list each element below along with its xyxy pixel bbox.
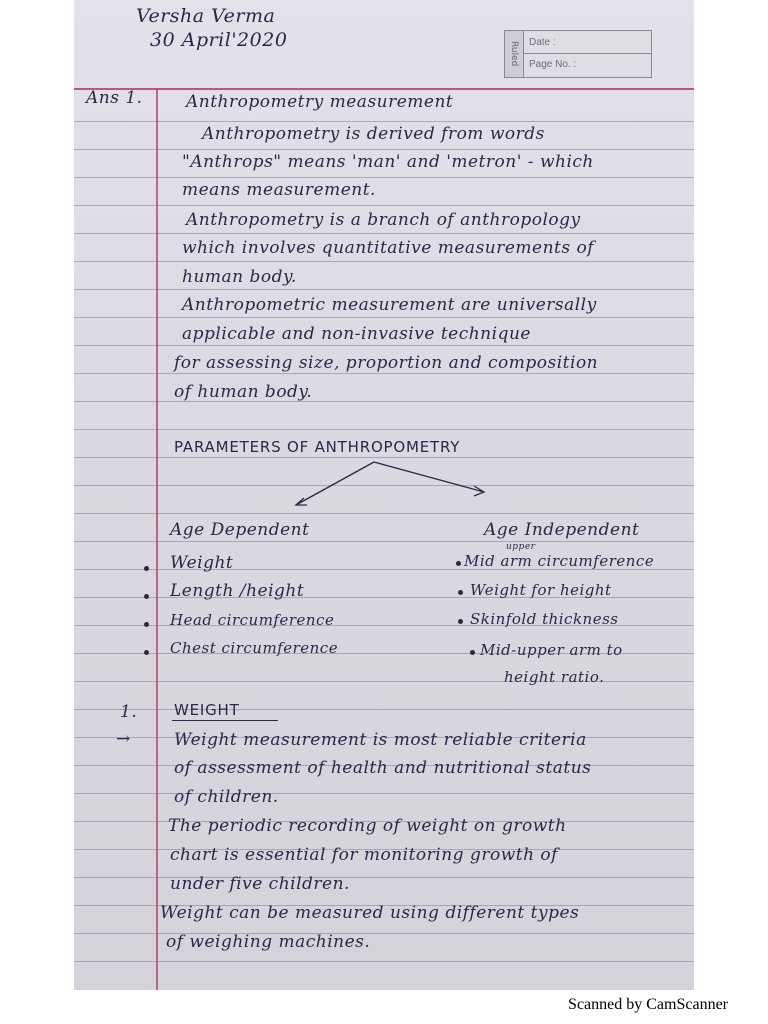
bullet-icon xyxy=(458,590,463,595)
age-dependent-item: Length /height xyxy=(170,581,305,601)
weight-heading: WEIGHT xyxy=(174,701,240,719)
section-number: 1. xyxy=(120,702,138,722)
age-dependent-item: Chest circumference xyxy=(170,639,339,657)
age-dependent-item: Head circumference xyxy=(170,611,335,629)
answer-line: human body. xyxy=(182,267,297,287)
weight-line: of weighing machines. xyxy=(166,932,371,952)
weight-line: of children. xyxy=(174,787,279,807)
answer-title: Anthropometry measurement xyxy=(186,92,454,112)
bullet-icon xyxy=(458,619,463,624)
answer-line: applicable and non-invasive technique xyxy=(182,324,531,344)
weight-heading-underline xyxy=(172,720,278,721)
weight-line: of assessment of health and nutritional status xyxy=(174,758,592,778)
bullet-icon xyxy=(144,650,149,655)
parameters-heading: PARAMETERS OF ANTHROPOMETRY xyxy=(174,438,461,456)
author-name: Versha Verma xyxy=(136,5,276,27)
answer-line: means measurement. xyxy=(182,180,376,200)
weight-line: under five children. xyxy=(170,874,350,894)
age-dependent-item: Weight xyxy=(170,553,234,573)
bullet-icon xyxy=(144,566,149,571)
age-independent-title: Age Independent xyxy=(484,520,640,540)
notebook-logo: Ruled xyxy=(505,31,524,77)
answer-line: which involves quantitative measurements of xyxy=(182,238,595,258)
weight-line: Weight measurement is most reliable criteria xyxy=(174,730,587,750)
bullet-icon xyxy=(144,594,149,599)
age-independent-item: height ratio. xyxy=(504,668,605,686)
answer-line: Anthropometry is a branch of anthropology xyxy=(186,210,581,230)
bullet-icon xyxy=(456,561,461,566)
note-date: 30 April'2020 xyxy=(150,29,288,51)
scanner-watermark: Scanned by CamScanner xyxy=(568,996,728,1013)
bullet-icon xyxy=(470,650,475,655)
stamp-page-label: Page No. : xyxy=(529,59,577,70)
answer-line: "Anthrops" means 'man' and 'metron' - which xyxy=(182,152,594,172)
branch-arrows xyxy=(74,0,694,990)
insertion-note: upper xyxy=(506,542,536,552)
age-dependent-title: Age Dependent xyxy=(170,520,310,540)
answer-line: Anthropometry is derived from words xyxy=(202,124,545,144)
weight-line: Weight can be measured using different types xyxy=(160,903,580,923)
notebook-page xyxy=(74,0,694,990)
weight-line: The periodic recording of weight on growth xyxy=(168,816,567,836)
answer-label: Ans 1. xyxy=(86,88,143,108)
bullet-icon xyxy=(144,622,149,627)
age-independent-item: Mid-upper arm to xyxy=(480,641,623,659)
stamp-date-label: Date : xyxy=(529,37,556,48)
age-independent-item: Mid arm circumference xyxy=(464,552,655,570)
arrow-icon: → xyxy=(116,729,131,749)
age-independent-item: Skinfold thickness xyxy=(470,610,619,628)
answer-line: Anthropometric measurement are universally xyxy=(182,295,597,315)
answer-line: for assessing size, proportion and composition xyxy=(174,353,599,373)
answer-line: of human body. xyxy=(174,382,313,402)
age-independent-item: Weight for height xyxy=(470,581,612,599)
weight-line: chart is essential for monitoring growth of xyxy=(170,845,558,865)
